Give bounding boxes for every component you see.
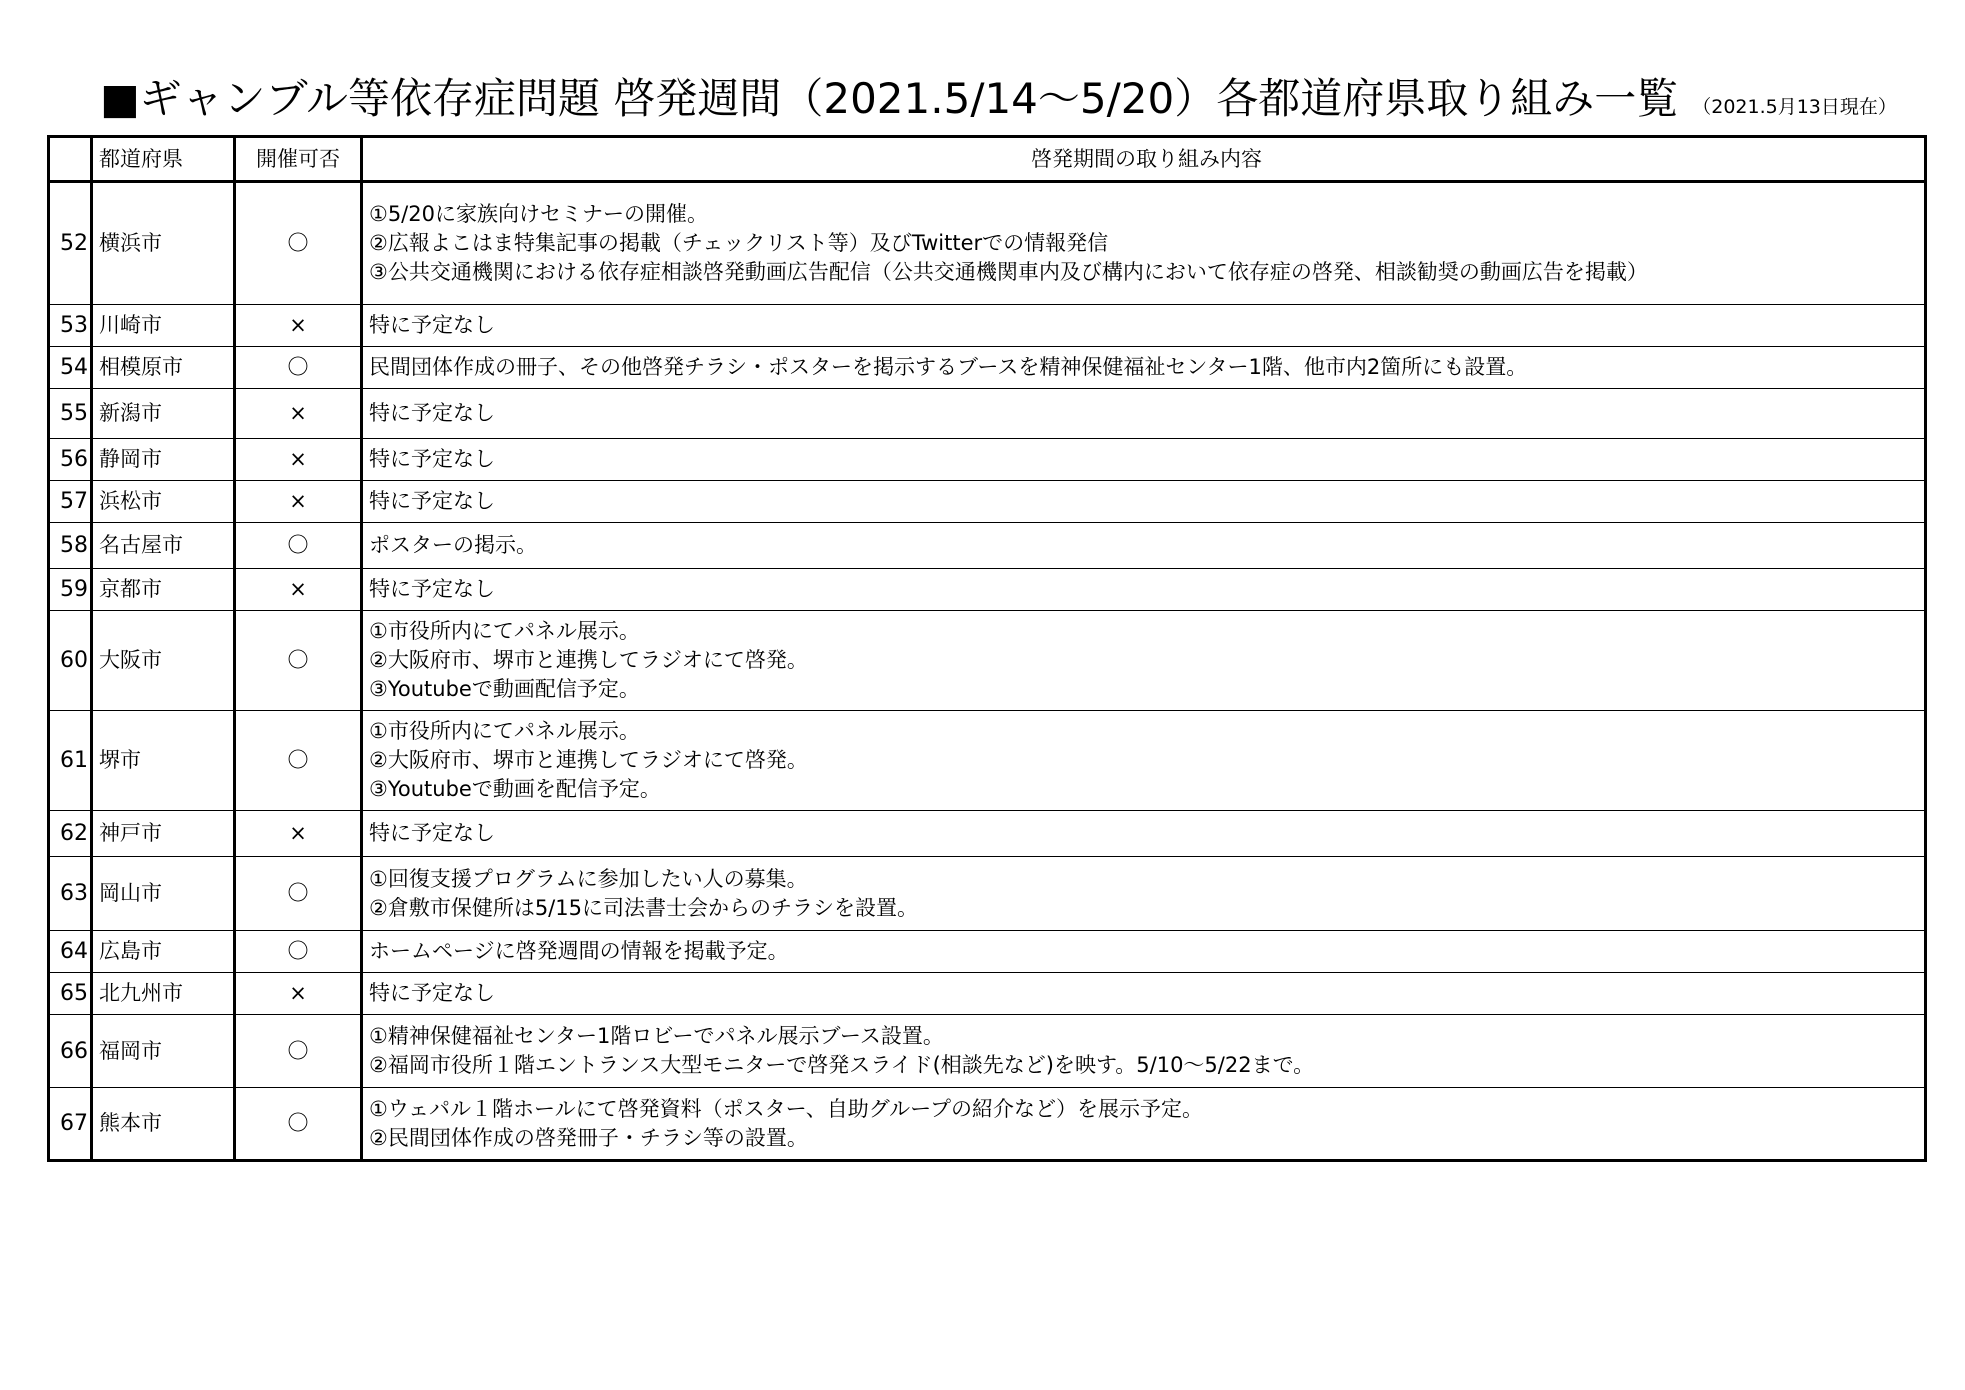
activity-line: 特に予定なし bbox=[369, 313, 495, 337]
activity-cell bbox=[362, 569, 1926, 611]
row-number: 57 bbox=[49, 481, 92, 523]
activity-line: 特に予定なし bbox=[369, 981, 495, 1005]
table-row bbox=[49, 439, 1926, 481]
activity-line: 特に予定なし bbox=[369, 489, 495, 513]
prefecture-name: 神戸市 bbox=[92, 811, 235, 857]
title-as-of-date: （2021.5月13日現在） bbox=[1692, 96, 1897, 118]
activity-line: 特に予定なし bbox=[369, 401, 495, 425]
status-mark: × bbox=[235, 973, 362, 1015]
prefecture-name: 新潟市 bbox=[92, 389, 235, 439]
activity-line: 民間団体作成の冊子、その他啓発チラシ・ポスターを掲示するブースを精神保健福祉センター1階、他市内2箇所にも設置。 bbox=[369, 355, 1528, 379]
activity-cell bbox=[362, 1015, 1926, 1088]
prefecture-name: 相模原市 bbox=[92, 347, 235, 389]
status-mark: 〇 bbox=[235, 857, 362, 931]
table-row bbox=[49, 973, 1926, 1015]
table-row bbox=[49, 569, 1926, 611]
row-number: 61 bbox=[49, 711, 92, 811]
table-row bbox=[49, 182, 1926, 305]
activities-table bbox=[47, 135, 1927, 1162]
status-mark: × bbox=[235, 569, 362, 611]
table-row bbox=[49, 305, 1926, 347]
row-number: 65 bbox=[49, 973, 92, 1015]
table-row bbox=[49, 611, 1926, 711]
activity-cell bbox=[362, 931, 1926, 973]
table-row bbox=[49, 711, 1926, 811]
prefecture-name: 熊本市 bbox=[92, 1088, 235, 1161]
table-row bbox=[49, 1088, 1926, 1161]
row-number: 66 bbox=[49, 1015, 92, 1088]
activity-line: ②広報よこはま特集記事の掲載（チェックリスト等）及びTwitterでの情報発信 bbox=[369, 231, 1109, 255]
status-mark: 〇 bbox=[235, 611, 362, 711]
status-mark: 〇 bbox=[235, 711, 362, 811]
table-row bbox=[49, 523, 1926, 569]
activity-line: ②福岡市役所１階エントランス大型モニターで啓発スライド(相談先など)を映す。5/10～5/22まで。 bbox=[369, 1053, 1315, 1077]
row-number: 60 bbox=[49, 611, 92, 711]
activity-line: ①ウェパル１階ホールにて啓発資料（ポスター、自助グループの紹介など）を展示予定。 bbox=[369, 1096, 1204, 1121]
activity-line: ポスターの掲示。 bbox=[369, 533, 537, 557]
activity-line: ③Youtubeで動画配信予定。 bbox=[369, 677, 640, 701]
activity-line: ①市役所内にてパネル展示。 bbox=[369, 719, 640, 743]
status-mark: 〇 bbox=[235, 182, 362, 305]
table-row bbox=[49, 481, 1926, 523]
table-row bbox=[49, 389, 1926, 439]
activity-line: ②倉敷市保健所は5/15に司法書士会からのチラシを設置。 bbox=[369, 895, 918, 920]
activity-cell bbox=[362, 481, 1926, 523]
activity-line: ②大阪府市、堺市と連携してラジオにて啓発。 bbox=[369, 648, 808, 672]
prefecture-name: 横浜市 bbox=[92, 182, 235, 305]
activity-cell bbox=[362, 1088, 1926, 1161]
activity-cell bbox=[362, 611, 1926, 711]
activity-cell bbox=[362, 439, 1926, 481]
table-row bbox=[49, 811, 1926, 857]
activity-line: ①5/20に家族向けセミナーの開催。 bbox=[369, 202, 708, 226]
table-body bbox=[49, 182, 1926, 1161]
row-number: 67 bbox=[49, 1088, 92, 1161]
header-status: 開催可否 bbox=[235, 137, 362, 182]
status-mark: × bbox=[235, 811, 362, 857]
header-no bbox=[49, 137, 92, 182]
table-header-row bbox=[49, 137, 1926, 182]
activity-cell bbox=[362, 389, 1926, 439]
activity-cell bbox=[362, 182, 1926, 305]
table-row bbox=[49, 347, 1926, 389]
activity-line: ②民間団体作成の啓発冊子・チラシ等の設置。 bbox=[369, 1125, 808, 1150]
activity-cell bbox=[362, 857, 1926, 931]
status-mark: × bbox=[235, 305, 362, 347]
activity-line: 特に予定なし bbox=[369, 447, 495, 471]
prefecture-name: 静岡市 bbox=[92, 439, 235, 481]
row-number: 56 bbox=[49, 439, 92, 481]
prefecture-name: 岡山市 bbox=[92, 857, 235, 931]
activity-line: ②大阪府市、堺市と連携してラジオにて啓発。 bbox=[369, 748, 808, 772]
activity-cell bbox=[362, 811, 1926, 857]
prefecture-name: 福岡市 bbox=[92, 1015, 235, 1088]
status-mark: 〇 bbox=[235, 347, 362, 389]
prefecture-name: 浜松市 bbox=[92, 481, 235, 523]
table-row bbox=[49, 931, 1926, 973]
prefecture-name: 京都市 bbox=[92, 569, 235, 611]
activity-line: ホームページに啓発週間の情報を掲載予定。 bbox=[369, 939, 789, 963]
row-number: 52 bbox=[49, 182, 92, 305]
prefecture-name: 川崎市 bbox=[92, 305, 235, 347]
row-number: 62 bbox=[49, 811, 92, 857]
activity-cell bbox=[362, 305, 1926, 347]
activity-line: ①回復支援プログラムに参加したい人の募集。 bbox=[369, 866, 808, 891]
status-mark: 〇 bbox=[235, 1015, 362, 1088]
activity-cell bbox=[362, 523, 1926, 569]
row-number: 58 bbox=[49, 523, 92, 569]
activity-line: ①精神保健福祉センター1階ロビーでパネル展示ブース設置。 bbox=[369, 1024, 944, 1048]
activity-line: ①市役所内にてパネル展示。 bbox=[369, 619, 640, 643]
row-number: 54 bbox=[49, 347, 92, 389]
status-mark: × bbox=[235, 439, 362, 481]
title-main: ■ギャンブル等依存症問題 啓発週間（2021.5/14～5/20）各都道府県取り組み一覧 bbox=[100, 74, 1679, 123]
activity-line: ③公共交通機関における依存症相談啓発動画広告配信（公共交通機関車内及び構内において依存症の啓発、相談勧奨の動画広告を掲載） bbox=[369, 260, 1648, 284]
page-title bbox=[100, 66, 1897, 126]
header-activities: 啓発期間の取り組み内容 bbox=[362, 137, 1926, 182]
prefecture-name: 大阪市 bbox=[92, 611, 235, 711]
row-number: 55 bbox=[49, 389, 92, 439]
prefecture-name: 名古屋市 bbox=[92, 523, 235, 569]
row-number: 63 bbox=[49, 857, 92, 931]
header-prefecture: 都道府県 bbox=[92, 137, 235, 182]
status-mark: 〇 bbox=[235, 523, 362, 569]
status-mark: 〇 bbox=[235, 1088, 362, 1161]
activity-cell bbox=[362, 347, 1926, 389]
prefecture-name: 広島市 bbox=[92, 931, 235, 973]
prefecture-name: 堺市 bbox=[92, 711, 235, 811]
activity-cell bbox=[362, 711, 1926, 811]
row-number: 53 bbox=[49, 305, 92, 347]
table-row bbox=[49, 1015, 1926, 1088]
activity-line: 特に予定なし bbox=[369, 821, 495, 845]
activity-cell bbox=[362, 973, 1926, 1015]
row-number: 64 bbox=[49, 931, 92, 973]
row-number: 59 bbox=[49, 569, 92, 611]
activity-line: 特に予定なし bbox=[369, 577, 495, 601]
table-row bbox=[49, 857, 1926, 931]
status-mark: 〇 bbox=[235, 931, 362, 973]
status-mark: × bbox=[235, 481, 362, 523]
status-mark: × bbox=[235, 389, 362, 439]
activity-line: ③Youtubeで動画を配信予定。 bbox=[369, 777, 661, 801]
prefecture-name: 北九州市 bbox=[92, 973, 235, 1015]
